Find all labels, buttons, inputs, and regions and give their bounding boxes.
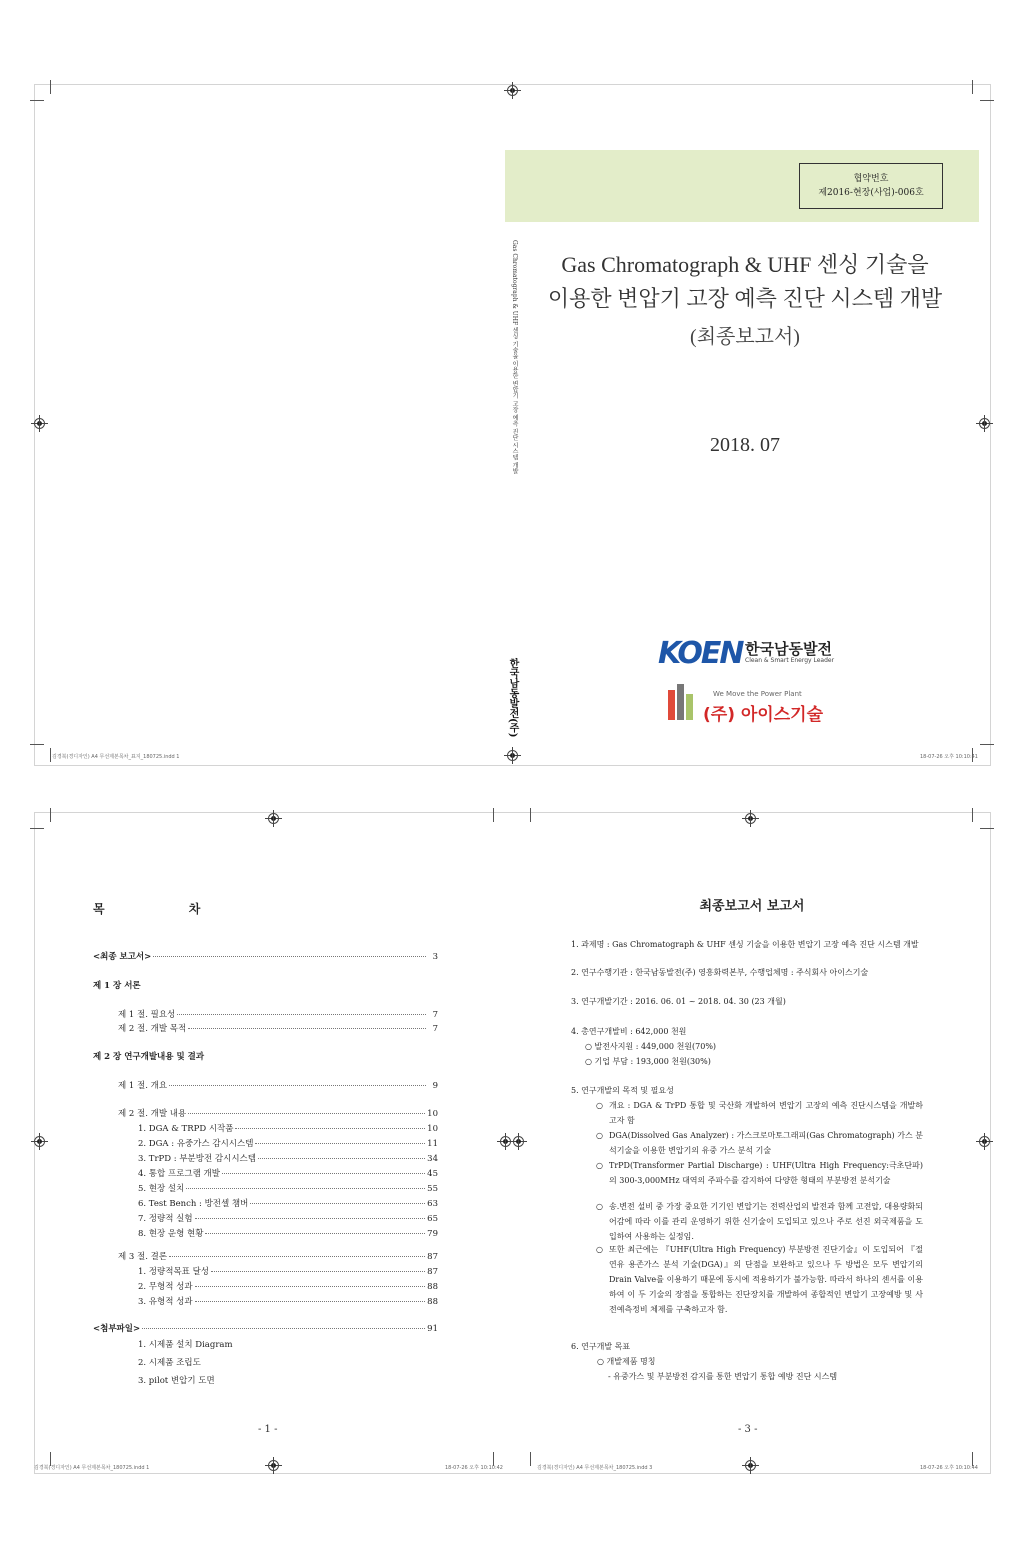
report-item-period: 3. 연구개발기간 : 2016. 06. 01 ~ 2018. 04. 30 (23 개월) — [571, 997, 786, 1006]
koen-name: 한국남동발전 — [745, 640, 832, 658]
report-item-budget: 4. 총연구개발비 : 642,000 천원 — [571, 1027, 687, 1036]
slug-right: 18-07-26 오후 10:10:44 — [920, 1465, 978, 1471]
koen-tagline: Clean & Smart Energy Leader — [745, 657, 835, 664]
toc-entry[interactable]: 제 2 절. 개발 내용 10 — [118, 1109, 438, 1119]
toc-subentry[interactable]: 5. 현장 설치 55 — [138, 1184, 438, 1194]
toc-subentry[interactable]: 7. 정량적 실험 65 — [138, 1214, 438, 1224]
toc-entry[interactable]: 제 1 절. 필요성 7 — [118, 1010, 438, 1020]
cover-date: 2018. 07 — [710, 434, 780, 456]
toc-entry-label: <최종 보고서> — [93, 952, 152, 962]
report-item-purpose: 5. 연구개발의 목적 및 필요성 — [571, 1086, 674, 1095]
toc-subentry[interactable]: 8. 현장 운형 현황 79 — [138, 1229, 438, 1239]
slug-right: 18-07-26 오후 10:10:41 — [920, 754, 978, 760]
spine-org: 한국남동발전(주) — [507, 658, 518, 738]
report-purpose-para: ○ DGA(Dissolved Gas Analyzer) : 가스크로마토그래피(Gas Chromatograph) 가스 분석기술을 이용한 변압기의 유중 가스 분석 기술 — [596, 1131, 923, 1155]
cover-title-line2: 이용한 변압기 고장 예측 진단 시스템 개발 — [547, 286, 943, 311]
registration-mark-icon — [745, 1460, 756, 1471]
report-heading: 최종보고서 보고서 — [699, 899, 805, 914]
crop-mark — [50, 808, 51, 822]
registration-mark-icon — [507, 750, 518, 761]
crop-mark — [980, 828, 994, 829]
registration-mark-icon — [979, 418, 990, 429]
toc-chapter[interactable]: 제 2 장 연구개발내용 및 결과 — [93, 1052, 205, 1062]
toc-entry-page: 3 — [432, 952, 438, 962]
crop-mark — [30, 100, 44, 101]
toc-entry[interactable]: 제 2 절. 개발 목적 7 — [118, 1024, 438, 1034]
slug-left: 김경북(경디자인) A4 무선제본목차_표지_180725.indd 1 — [52, 754, 180, 760]
report-item-goal: 6. 연구개발 목표 — [571, 1342, 631, 1351]
toc-subentry[interactable]: 3. TrPD : 부분방전 감시시스템 34 — [138, 1154, 438, 1164]
registration-mark-icon — [513, 1136, 524, 1147]
crop-mark — [972, 80, 973, 94]
koen-logo: KOEN — [658, 636, 743, 671]
toc-subentry[interactable]: 6. Test Bench : 방전셀 챔버 63 — [138, 1199, 438, 1209]
registration-mark-icon — [979, 1136, 990, 1147]
toc-attachment[interactable]: 1. 시제품 설치 Diagram — [138, 1340, 233, 1350]
toc-entry[interactable]: 제 3 절. 결론 87 — [118, 1252, 438, 1262]
toc-heading: 목 차 — [93, 902, 241, 916]
registration-mark-icon — [268, 813, 279, 824]
crop-mark — [30, 744, 44, 745]
crop-mark — [530, 808, 531, 822]
slug-left: 김경북(경디자인) A4 무선제본목차_180725.indd 3 — [537, 1465, 653, 1471]
page-number: - 3 - — [738, 1424, 758, 1435]
toc-subentry[interactable]: 2. DGA : 유중가스 감시시스템 11 — [138, 1139, 438, 1149]
contract-label: 협약번호 — [853, 174, 889, 184]
toc-attachment[interactable]: 2. 시제품 조립도 — [138, 1358, 201, 1368]
crop-mark — [30, 828, 44, 829]
report-purpose-para: ○ 송.변전 설비 중 가장 중요한 기기인 변압기는 전력산업의 발전과 함께 고전압, 대용량화되어감에 따라 이를 관리 운영하기 위한 신기술이 도입되고 있으나 주로 선진 외국제품을 도입하여 사용하는 실정임. — [596, 1202, 923, 1241]
registration-mark-icon — [34, 1136, 45, 1147]
toc-chapter[interactable]: 제 1 장 서론 — [93, 981, 141, 991]
report-budget-company: ○ 기업 부담 : 193,000 천원(30%) — [585, 1057, 711, 1066]
cover-subtitle: (최종보고서) — [690, 326, 800, 348]
report-goal-product-name: - 유중가스 및 부분방전 감지를 통한 변압기 통합 예방 진단 시스템 — [608, 1372, 838, 1381]
page-number: - 1 - — [258, 1424, 278, 1435]
toc-subentry[interactable]: 2. 무형적 성과 88 — [138, 1282, 438, 1292]
registration-mark-icon — [507, 85, 518, 96]
contract-number: 제2016-현장(사업)-006호 — [818, 188, 924, 198]
contract-box — [799, 163, 943, 209]
registration-mark-icon — [268, 1460, 279, 1471]
crop-mark — [493, 808, 494, 822]
report-item-org: 2. 연구수행기관 : 한국남동발전(주) 영흥화력본부, 수행업체명 : 주식회사 아이스기술 — [571, 968, 869, 977]
report-goal-product: ○ 개발제품 명칭 — [597, 1357, 656, 1366]
report-item-title: 1. 과제명 : Gas Chromatograph & UHF 센싱 기술을 이용한 변압기 고장 예측 진단 시스템 개발 — [571, 940, 919, 949]
ice-tagline: We Move the Power Plant — [713, 690, 802, 698]
slug-right: 18-07-26 오후 10:10:42 — [445, 1465, 503, 1471]
crop-mark — [50, 80, 51, 94]
registration-mark-icon — [34, 418, 45, 429]
spine-title: Gas Chromatograph & UHF 센싱 기술을 이용한 변압기 고장 예측 진단 시스템 개발 — [511, 240, 518, 475]
toc-subentry[interactable]: 3. 유형적 성과 88 — [138, 1297, 438, 1307]
report-purpose-para: ○ TrPD(Transformer Partial Discharge) : UHF(Ultra High Frequency:극초단파)의 300-3,000MHz 대역의 주파수를 감지하여 다양한 형태의 부분방전 분석기술 — [596, 1161, 923, 1185]
crop-mark — [972, 808, 973, 822]
toc-entry[interactable]: <첨부파일> 91 — [93, 1324, 438, 1334]
registration-mark-icon — [745, 813, 756, 824]
crop-mark — [980, 100, 994, 101]
report-purpose-para: ○ 개요 : DGA & TrPD 통합 및 국산화 개발하여 변압기 고장의 예측 진단시스템을 개발하고자 함 — [596, 1101, 923, 1125]
toc-subentry[interactable]: 4. 통합 프로그램 개발 45 — [138, 1169, 438, 1179]
cover-title-line1: Gas Chromatograph & UHF 센싱 기술을 — [561, 252, 929, 277]
toc-subentry[interactable]: 1. 정량적목표 달성 87 — [138, 1267, 438, 1277]
toc-subentry[interactable]: 1. DGA & TRPD 시작품 10 — [138, 1124, 438, 1134]
slug-left: 김경북(경디자인) A4 무선제본목차_180725.indd 1 — [34, 1465, 150, 1471]
ice-logo-icon — [668, 684, 696, 720]
report-budget-support: ○ 발전사지원 : 449,000 천원(70%) — [585, 1042, 717, 1051]
toc-entry[interactable] — [93, 950, 438, 962]
cover-title — [510, 248, 980, 316]
toc-attachment[interactable]: 3. pilot 변압기 도면 — [138, 1376, 215, 1386]
ice-company-name: (주) 아이스기술 — [703, 705, 823, 725]
crop-mark — [530, 1452, 531, 1466]
crop-mark — [50, 748, 51, 762]
crop-mark — [980, 744, 994, 745]
toc-entry[interactable]: 제 1 절. 개요 9 — [118, 1081, 438, 1091]
report-purpose-para: ○ 또한 최근에는 『UHF(Ultra High Frequency) 부분방전 진단기술』이 도입되어 『절연유 용존가스 분석 기술(DGA)』의 단점을 보완하고 있으나 두 방법은 모두 변압기의 Drain Valve를 이용하기 때문에 동시에 적용하기가 불가능함. 따라서 하나의 센서를 이용하여 이 두 기술의 장점을 통합하는 진단장치를 개발하여 종합적인 변압기 고장예방 및 사전예측정비 체제를 구축하고자 함. — [596, 1245, 923, 1314]
